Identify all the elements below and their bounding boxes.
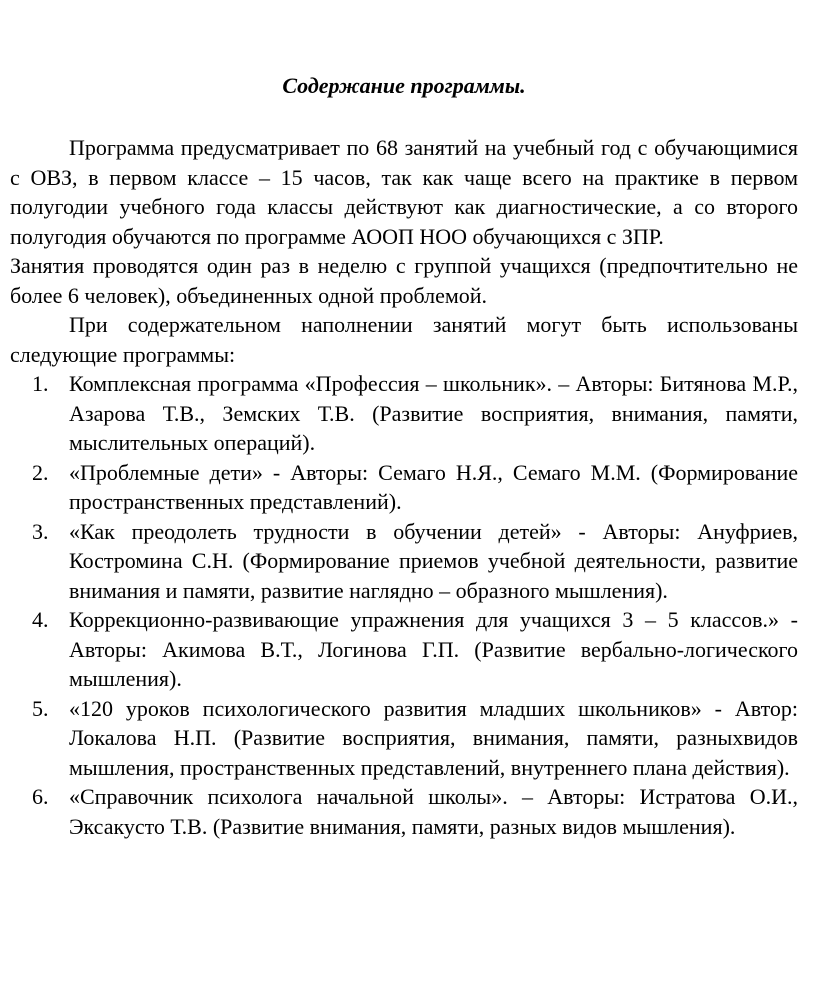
list-item-number: 6.: [32, 784, 49, 809]
program-list: [10, 369, 798, 841]
list-item-text: Коррекционно-развивающие упражнения для учащихся 3 – 5 классов.» - Авторы: Акимова В.Т., Логинова Г.П. (Развитие вербально-логического мышления).: [69, 607, 798, 691]
list-item-text: «120 уроков психологического развития младших школьников» - Автор: Локалова Н.П. (Развитие восприятия, внимания, памяти, разныхвидов мышления, пространственных представлений, внутреннего плана действия).: [69, 695, 798, 780]
list-item-text: «Как преодолеть трудности в обучении детей» - Авторы: Ануфриев, Костромина С.Н. (Формирование приемов учебной деятельности, развитие внимания и памяти, развитие наглядно – образного мышления).: [69, 518, 798, 603]
list-item: [10, 517, 798, 606]
list-item: [10, 694, 798, 783]
programs-intro-paragraph: При содержательном наполнении занятий могут быть использованы следующие программы:: [10, 312, 798, 367]
list-item-number: 1.: [32, 371, 49, 396]
document-body: [10, 133, 798, 841]
list-item-number: 2.: [32, 459, 49, 485]
list-item-text: «Проблемные дети» - Авторы: Семаго Н.Я., Семаго М.М. (Формирование пространственных представлений).: [69, 459, 798, 514]
list-item-number: 4.: [32, 607, 49, 632]
list-item-text: «Справочник психолога начальной школы». – Авторы: Истратова О.И., Эксакусто Т.В. (Развитие внимания, памяти, разных видов мышления).: [69, 784, 798, 839]
schedule-paragraph: Занятия проводятся один раз в неделю с группой учащихся (предпочтительно не более 6 человек), объединенных одной проблемой.: [10, 253, 798, 308]
list-item-text: Комплексная программа «Профессия – школьник». – Авторы: Битянова М.Р., Азарова Т.В., Земских Т.В. (Развитие восприятия, внимания, памяти, мыслительных операций).: [69, 371, 798, 455]
list-item: [10, 458, 798, 517]
document-title: Содержание программы.: [282, 73, 526, 98]
list-item: [10, 782, 798, 841]
list-item-number: 3.: [32, 518, 49, 544]
list-item-number: 5.: [32, 695, 49, 721]
list-item: [10, 605, 798, 694]
list-item: [10, 369, 798, 458]
intro-paragraph: Программа предусматривает по 68 занятий на учебный год с обучающимися с ОВЗ, в первом классе – 15 часов, так как чаще всего на практике в первом полугодии учебного года классы действуют как диагностические, а со второго полугодия обучаются по программе АООП НОО обучающихся с ЗПР.: [10, 135, 798, 249]
